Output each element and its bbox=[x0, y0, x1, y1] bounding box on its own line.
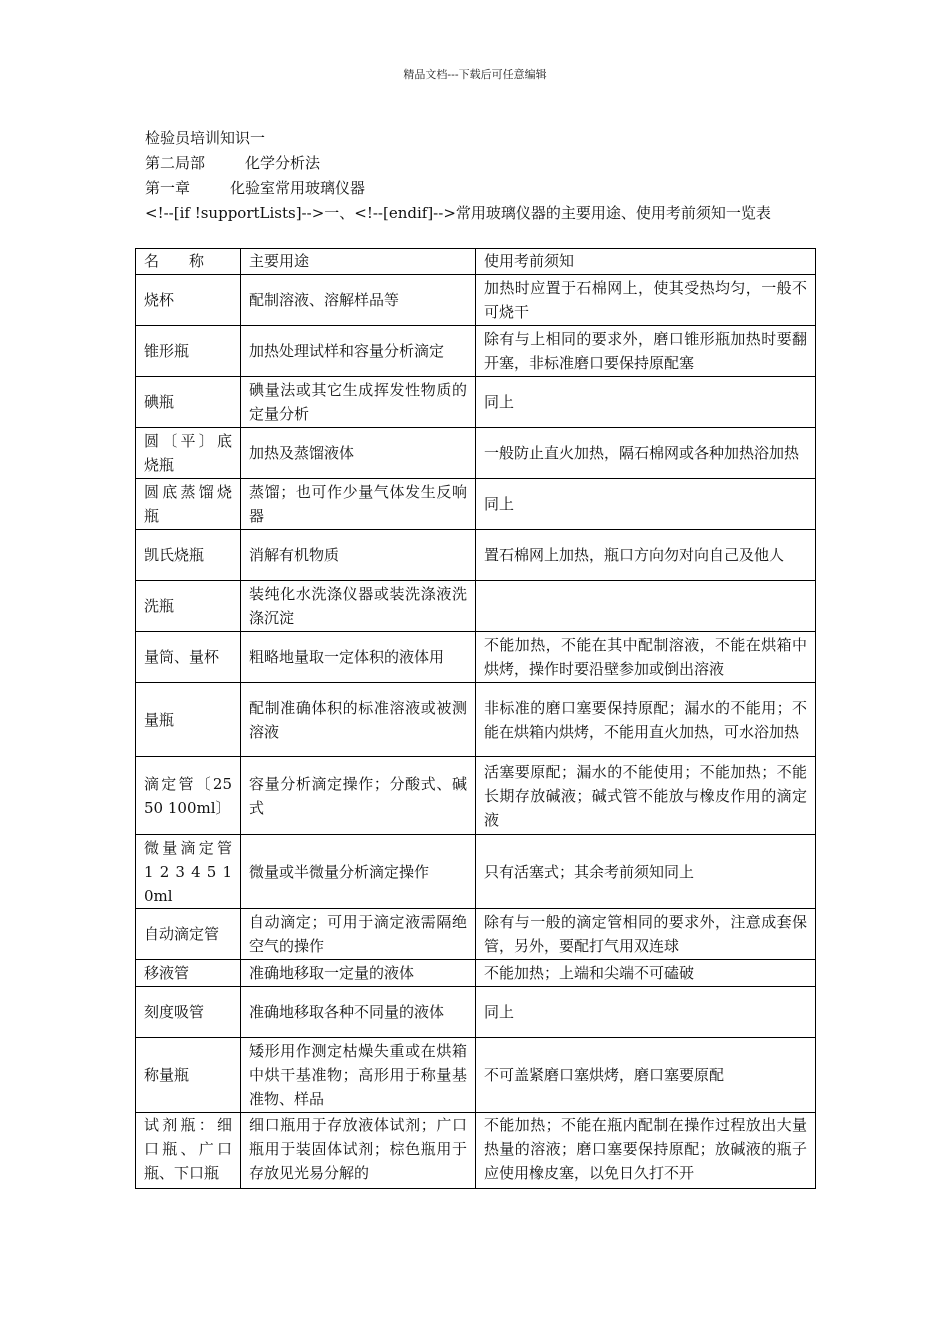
name-cell: 锥形瓶 bbox=[136, 326, 241, 377]
table-header-row bbox=[136, 249, 816, 275]
notes-cell: 非标准的磨口塞要保持原配；漏水的不能用；不能在烘箱内烘烤，不能用直火加热，可水浴加热 bbox=[476, 683, 816, 757]
table-row bbox=[136, 377, 816, 428]
usage-cell: 消解有机物质 bbox=[241, 530, 476, 581]
header-cell: 名 称 bbox=[136, 249, 241, 275]
notes-cell: 不可盖紧磨口塞烘烤，磨口塞要原配 bbox=[476, 1038, 816, 1113]
table-row bbox=[136, 479, 816, 530]
usage-cell: 加热及蒸馏液体 bbox=[241, 428, 476, 479]
part-name: 化学分析法 bbox=[245, 154, 321, 172]
table-row bbox=[136, 530, 816, 581]
doc-title: 检验员培训知识一 bbox=[145, 129, 266, 147]
name-cell: 量筒、量杯 bbox=[136, 632, 241, 683]
usage-cell: 配制准确体积的标准溶液或被测溶液 bbox=[241, 683, 476, 757]
chapter-name: 化验室常用玻璃仪器 bbox=[230, 179, 366, 197]
header-cell: 主要用途 bbox=[241, 249, 476, 275]
notes-cell: 同上 bbox=[476, 377, 816, 428]
table-row bbox=[136, 632, 816, 683]
notes-cell: 一般防止直火加热，隔石棉网或各种加热浴加热 bbox=[476, 428, 816, 479]
table-row bbox=[136, 757, 816, 835]
name-cell: 试剂瓶：细口瓶、广口瓶、下口瓶 bbox=[136, 1113, 241, 1189]
name-cell: 量瓶 bbox=[136, 683, 241, 757]
usage-cell: 蒸馏；也可作少量气体发生反响器 bbox=[241, 479, 476, 530]
table-row bbox=[136, 581, 816, 632]
table-row bbox=[136, 428, 816, 479]
usage-cell: 加热处理试样和容量分析滴定 bbox=[241, 326, 476, 377]
notes-cell: 同上 bbox=[476, 987, 816, 1038]
name-cell: 移液管 bbox=[136, 960, 241, 987]
part-number: 第二局部 bbox=[145, 154, 206, 172]
table-row bbox=[136, 835, 816, 909]
table-row bbox=[136, 683, 816, 757]
notes-cell: 只有活塞式；其余考前须知同上 bbox=[476, 835, 816, 909]
chapter-number: 第一章 bbox=[145, 179, 191, 197]
usage-cell: 细口瓶用于存放液体试剂；广口瓶用于装固体试剂；棕色瓶用于存放见光易分解的 bbox=[241, 1113, 476, 1189]
usage-cell: 碘量法或其它生成挥发性物质的定量分析 bbox=[241, 377, 476, 428]
table-row bbox=[136, 1113, 816, 1189]
page-header: 精品文档---下载后可任意编辑 bbox=[403, 68, 547, 81]
glassware-table bbox=[135, 248, 816, 1189]
notes-cell: 置石棉网上加热，瓶口方向勿对向自己及他人 bbox=[476, 530, 816, 581]
name-cell: 称量瓶 bbox=[136, 1038, 241, 1113]
usage-cell: 配制溶液、溶解样品等 bbox=[241, 275, 476, 326]
usage-cell: 微量或半微量分析滴定操作 bbox=[241, 835, 476, 909]
name-cell: 洗瓶 bbox=[136, 581, 241, 632]
table-row bbox=[136, 960, 816, 987]
notes-cell: 同上 bbox=[476, 479, 816, 530]
name-cell: 凯氏烧瓶 bbox=[136, 530, 241, 581]
name-cell: 刻度吸管 bbox=[136, 987, 241, 1038]
usage-cell: 准确地移取一定量的液体 bbox=[241, 960, 476, 987]
usage-cell: 粗略地量取一定体积的液体用 bbox=[241, 632, 476, 683]
table-row bbox=[136, 1038, 816, 1113]
usage-cell: 装纯化水洗涤仪器或装洗涤液洗涤沉淀 bbox=[241, 581, 476, 632]
section-title: <!--[if !supportLists]-->一、<!--[endif]-->常用玻璃仪器的主要用途、使用考前须知一览表 bbox=[145, 204, 771, 222]
name-cell: 圆〔平〕底烧瓶 bbox=[136, 428, 241, 479]
name-cell: 烧杯 bbox=[136, 275, 241, 326]
notes-cell: 除有与一般的滴定管相同的要求外，注意成套保管，另外，要配打气用双连球 bbox=[476, 909, 816, 960]
name-cell: 滴定管〔25 50 100ml〕 bbox=[136, 757, 241, 835]
notes-cell: 不能加热；上端和尖端不可磕破 bbox=[476, 960, 816, 987]
name-cell: 圆底蒸馏烧瓶 bbox=[136, 479, 241, 530]
usage-cell: 准确地移取各种不同量的液体 bbox=[241, 987, 476, 1038]
table-row bbox=[136, 909, 816, 960]
name-cell: 微量滴定管 1 2 3 4 5 10ml bbox=[136, 835, 241, 909]
notes-cell bbox=[476, 581, 816, 632]
notes-cell: 不能加热；不能在瓶内配制在操作过程放出大量热量的溶液；磨口塞要保持原配；放碱液的瓶子应使用橡皮塞，以免日久打不开 bbox=[476, 1113, 816, 1189]
name-cell: 自动滴定管 bbox=[136, 909, 241, 960]
name-cell: 碘瓶 bbox=[136, 377, 241, 428]
table-row bbox=[136, 275, 816, 326]
usage-cell: 容量分析滴定操作；分酸式、碱式 bbox=[241, 757, 476, 835]
usage-cell: 自动滴定；可用于滴定液需隔绝空气的操作 bbox=[241, 909, 476, 960]
usage-cell: 矮形用作测定枯燥失重或在烘箱中烘干基准物；高形用于称量基准物、样品 bbox=[241, 1038, 476, 1113]
header-cell: 使用考前须知 bbox=[476, 249, 816, 275]
document-heading bbox=[145, 128, 771, 228]
table-row bbox=[136, 987, 816, 1038]
notes-cell: 加热时应置于石棉网上，使其受热均匀，一般不可烧干 bbox=[476, 275, 816, 326]
notes-cell: 除有与上相同的要求外，磨口锥形瓶加热时要翻开塞，非标准磨口要保持原配塞 bbox=[476, 326, 816, 377]
chapter-title bbox=[145, 178, 771, 203]
part-title bbox=[145, 153, 771, 178]
notes-cell: 不能加热，不能在其中配制溶液，不能在烘箱中烘烤，操作时要沿壁参加或倒出溶液 bbox=[476, 632, 816, 683]
table-row bbox=[136, 326, 816, 377]
notes-cell: 活塞要原配；漏水的不能使用；不能加热；不能长期存放碱液；碱式管不能放与橡皮作用的滴定液 bbox=[476, 757, 816, 835]
